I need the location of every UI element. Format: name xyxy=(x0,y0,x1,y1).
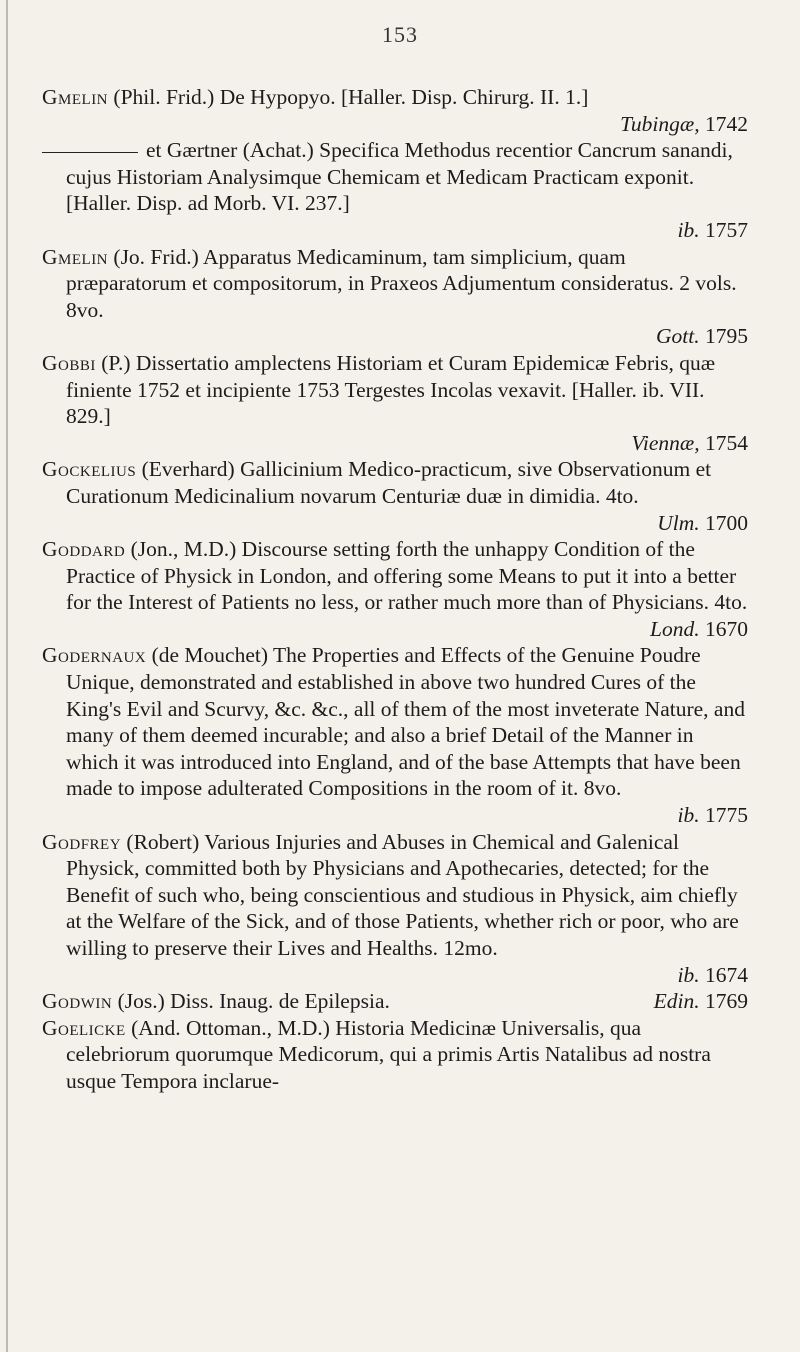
bibliography-entry xyxy=(42,456,748,536)
entry-author-detail: (And. Ottoman., M.D.) xyxy=(125,1015,330,1040)
entry-author-detail: (Robert) xyxy=(121,829,200,854)
entry-title: et Gærtner (Achat.) Specifica Methodus recentior Cancrum sanandi, cujus Historiam Analysimque Chemicam et Medicam Practicam exponit. [Haller. Disp. ad Morb. VI. 237.] xyxy=(66,138,733,216)
entry-place: Tubingæ, xyxy=(620,111,700,136)
entry-title: Diss. Inaug. de Epilepsia. xyxy=(164,989,390,1014)
entry-author-detail: (Everhard) xyxy=(136,457,235,482)
entry-title: Discourse setting forth the unhappy Condition of the Practice of Physick in London, and offering some Means to put it into a better for the Interest of Patients no less, or rather much more than of Physicians. 4to. xyxy=(66,537,748,615)
entry-author: Gockelius xyxy=(42,457,137,482)
entry-imprint xyxy=(66,323,748,350)
entry-imprint xyxy=(653,988,748,1015)
entry-author-detail: (Jon., M.D.) xyxy=(125,537,237,562)
entry-place: Viennæ, xyxy=(631,430,700,455)
entry-title: Apparatus Medicaminum, tam simplicium, quam præparatorum et compositorum, in Praxeos Adjumentum consideratus. 2 vols. 8vo. xyxy=(66,244,737,322)
entry-year: 1775 xyxy=(699,803,748,828)
entry-title: The Properties and Effects of the Genuine Poudre Unique, demonstrated and established in above two hundred Cures of the King's Evil and Scurvy, &c. &c., all of them of the most inveterate Nature, and many of them deemed incurable; and also a brief Detail of the Manner in which it was introduced into England, and of the base Attempts that have been made to impose adulterated Compositions in the room of it. 8vo. xyxy=(66,643,745,801)
entry-imprint xyxy=(66,510,748,537)
entry-imprint xyxy=(66,616,748,643)
bibliography-entry xyxy=(42,829,748,989)
entry-author-detail: (Jo. Frid.) xyxy=(108,244,199,269)
entry-year: 1757 xyxy=(699,217,748,242)
entry-author: Gmelin xyxy=(42,85,109,109)
entry-imprint xyxy=(66,802,748,829)
bibliography-entry xyxy=(42,988,748,1015)
entry-place: ib. xyxy=(677,962,700,987)
entry-year: 1742 xyxy=(699,111,748,136)
bibliography-entry xyxy=(42,350,748,456)
entry-year: 1670 xyxy=(699,616,748,641)
entry-author-detail: (Jos.) xyxy=(112,989,165,1014)
bibliography-entry xyxy=(42,137,748,243)
entry-imprint xyxy=(66,111,748,138)
entry-imprint xyxy=(66,962,748,989)
entry-year: 1795 xyxy=(699,324,748,349)
bibliography-entry xyxy=(42,1015,748,1095)
entry-year: 1674 xyxy=(699,962,748,987)
entry-imprint xyxy=(66,217,748,244)
entry-author: Godwin xyxy=(42,989,113,1014)
entry-place: ib. xyxy=(677,217,700,242)
entry-author: Goddard xyxy=(42,537,126,562)
entry-author-detail: (Phil. Frid.) xyxy=(108,85,215,109)
entry-place: Ulm. xyxy=(657,510,700,535)
bibliography-entry xyxy=(42,642,748,828)
page-number: 153 xyxy=(382,22,418,47)
entry-place: ib. xyxy=(677,803,700,828)
bibliography-entry xyxy=(42,244,748,350)
ditto-dash xyxy=(42,152,138,153)
entry-title: Various Injuries and Abuses in Chemical and Galenical Physick, committed both by Physicians and Apothecaries, detected; for the Benefit of such who, being conscientious and studious in Physick, aim chiefly at the Welfare of the Sick, and of those Patients, whether rich or poor, who are willing to preserve their Lives and Healths. 12mo. xyxy=(66,829,739,960)
entry-title: De Hypopyo. [Haller. Disp. Chirurg. II. 1.] xyxy=(214,85,589,109)
entry-year: 1769 xyxy=(699,989,748,1014)
entry-place: Lond. xyxy=(650,616,700,641)
entry-author: Godfrey xyxy=(42,829,122,854)
entry-author: Gobbi xyxy=(42,350,96,375)
entry-year: 1700 xyxy=(699,510,748,535)
entry-title: Gallicinium Medico-practicum, sive Observationum et Curationum Medicinalium novarum Centuriæ duæ in dimidia. 4to. xyxy=(66,457,712,508)
entry-imprint xyxy=(66,430,748,457)
entry-author: Godernaux xyxy=(42,643,147,668)
bibliography-entry xyxy=(42,536,748,642)
entry-author: Goelicke xyxy=(42,1015,126,1040)
scan-edge-line xyxy=(6,0,8,1352)
entry-year: 1754 xyxy=(699,430,748,455)
entry-place: Gott. xyxy=(656,324,700,349)
entry-title: Historia Medicinæ Universalis, qua celebriorum quorumque Medicorum, qui a primis Artis Natalibus ad nostra usque Tempora inclarue- xyxy=(66,1015,711,1093)
bibliography-entries xyxy=(42,84,748,1095)
entry-author: Gmelin xyxy=(42,244,109,269)
entry-place: Edin. xyxy=(653,989,700,1014)
entry-author-detail: (de Mouchet) xyxy=(146,643,268,668)
entry-title: Dissertatio amplectens Historiam et Curam Epidemicæ Febris, quæ finiente 1752 et incipiente 1753 Tergestes Incolas vexavit. [Haller. ib. VII. 829.] xyxy=(66,350,716,429)
bibliography-entry xyxy=(42,84,748,137)
entry-author-detail: (P.) xyxy=(95,350,131,375)
